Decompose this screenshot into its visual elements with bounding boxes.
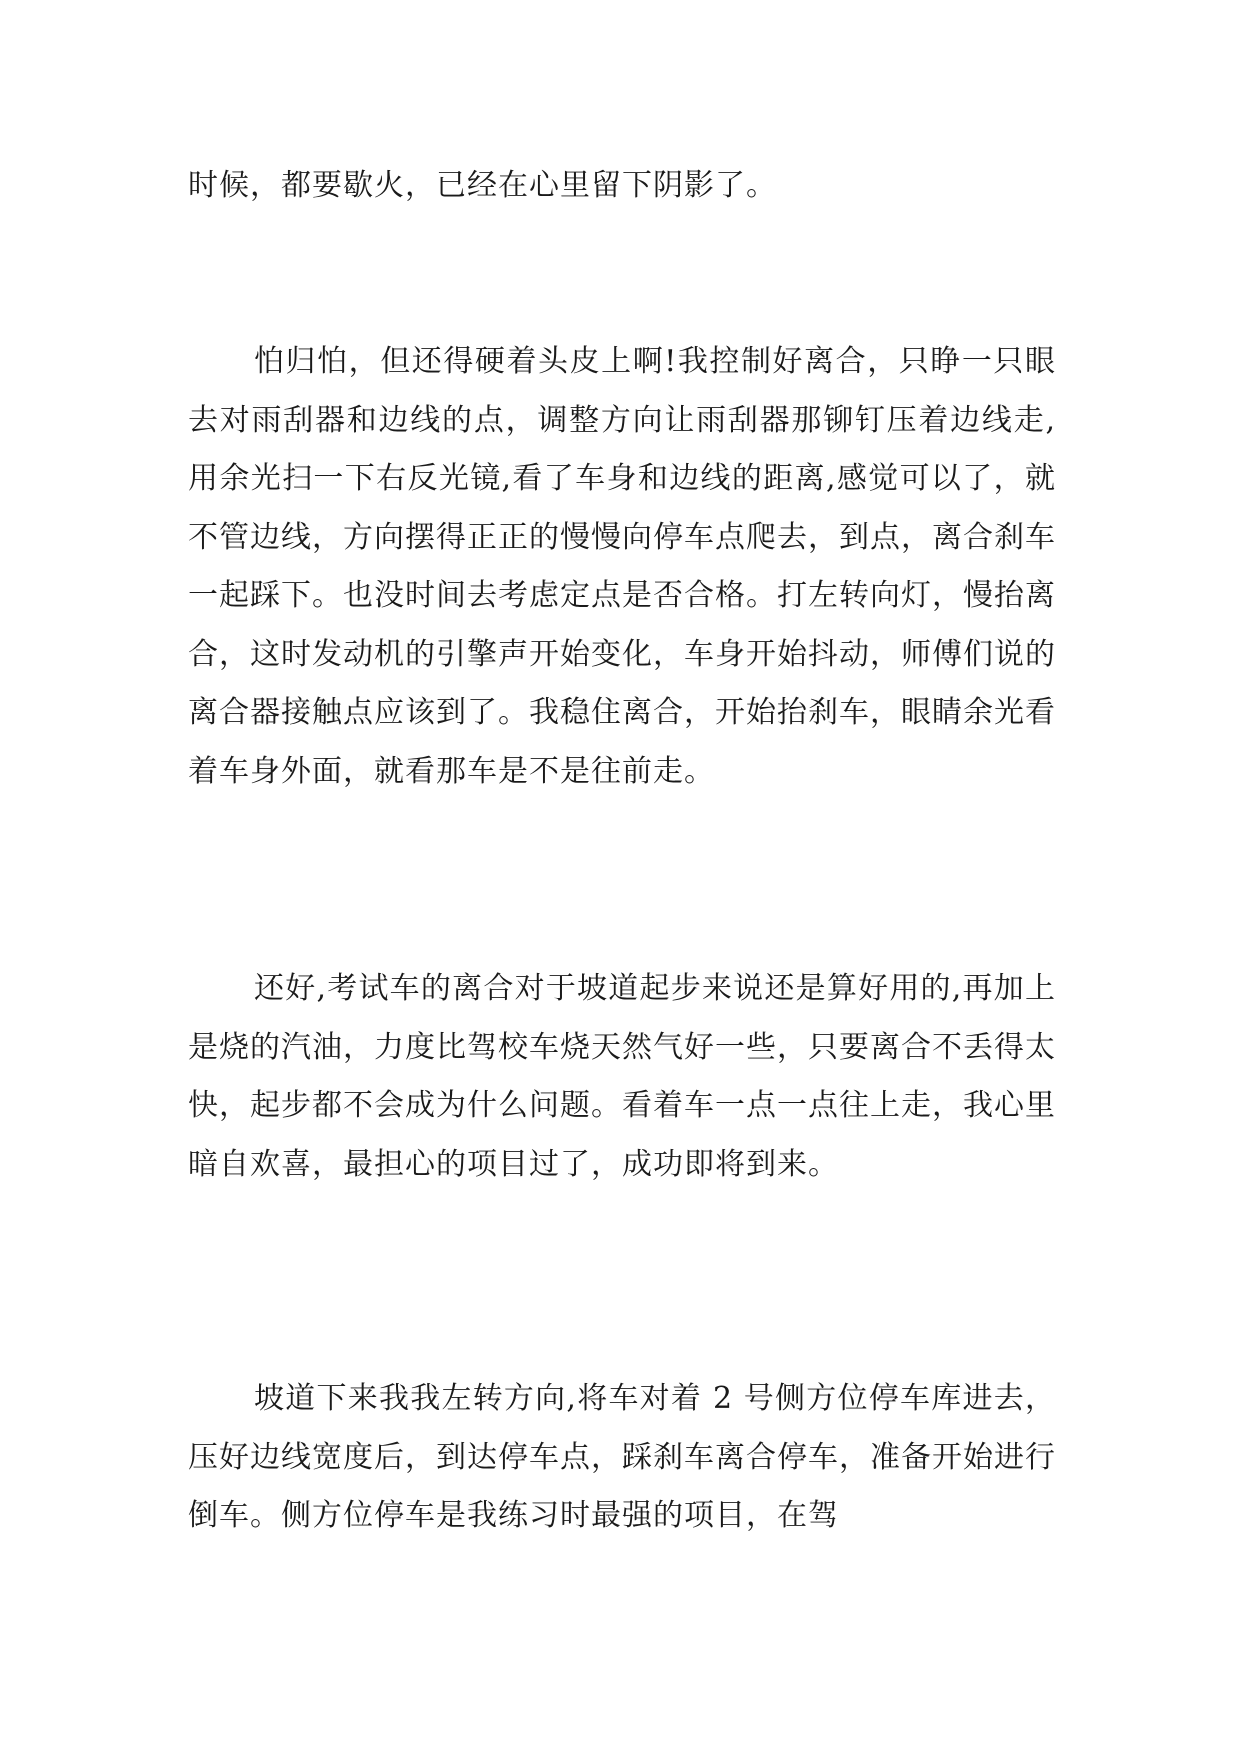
paragraph-fragment: 时候，都要歇火，已经在心里留下阴影了。 [188,168,777,203]
paragraph-hill-start-success: 还好,考试车的离合对于坡道起步来说还是算好用的,再加上是烧的汽油，力度比驾校车烧天然气好一些，只要离合不丢得太快，起步都不会成为什么问题。看着车一点一点往上走，我心里暗自欢喜，最担心的项目过了，成功即将到来。 [188,971,1056,1182]
paragraph-side-parking: 坡道下来我我左转方向,将车对着 2 号侧方位停车库进去，压好边线宽度后，到达停车点，踩刹车离合停车，准备开始进行倒车。侧方位停车是我练习时最强的项目，在驾 [188,1381,1056,1533]
paragraph-hill-start-attempt: 怕归怕，但还得硬着头皮上啊!我控制好离合，只睁一只眼去对雨刮器和边线的点，调整方向让雨刮器那铆钉压着边线走,用余光扫一下右反光镜,看了车身和边线的距离,感觉可以了，就不管边线，方向摆得正正的慢慢向停车点爬去，到点，离合刹车一起踩下。也没时间去考虑定点是否合格。打左转向灯，慢抬离合，这时发动机的引擎声开始变化，车身开始抖动，师傅们说的离合器接触点应该到了。我稳住离合，开始抬刹车，眼睛余光看着车身外面，就看那车是不是往前走。 [188,344,1056,789]
